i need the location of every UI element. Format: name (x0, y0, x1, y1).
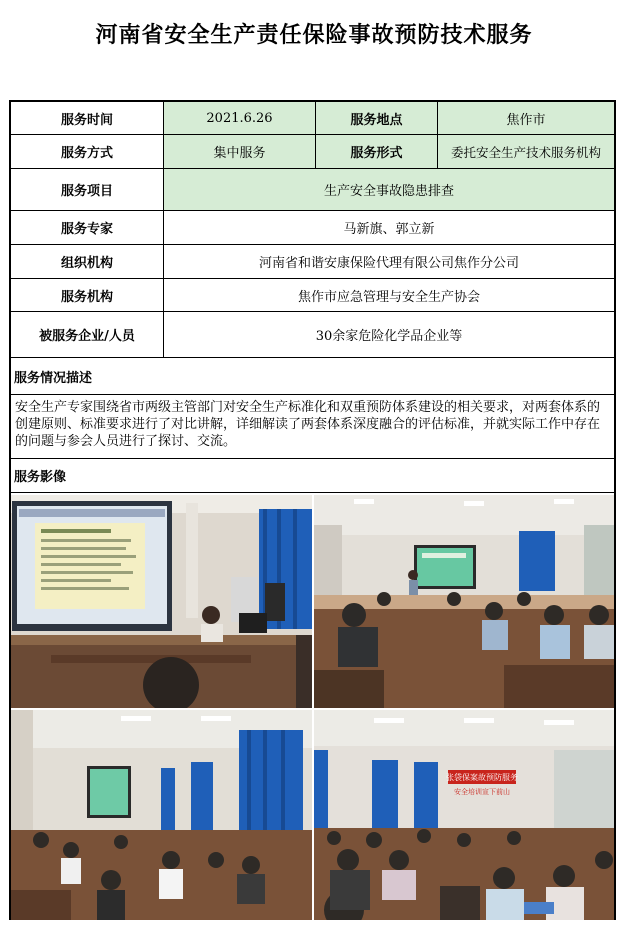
mode-label: 服务方式 (60, 146, 113, 161)
row-images-heading (11, 459, 614, 493)
row-client (11, 312, 614, 358)
photo-divider-vertical (312, 493, 314, 920)
photo-lecture-screen (11, 495, 312, 708)
org-label: 组织机构 (60, 256, 113, 271)
banner-line1: 张袋保案故预防服务 (446, 773, 518, 782)
row-agency (11, 279, 614, 312)
agency-value: 焦作市应急管理与安全生产协会 (163, 279, 614, 311)
form-label: 服务形式 (315, 135, 437, 168)
time-value: 2021.6.26 (163, 102, 315, 134)
form-value: 委托安全生产技术服务机构 (437, 135, 614, 168)
row-mode-form (11, 135, 614, 169)
description-heading: 服务情况描述 (14, 370, 93, 386)
row-description-heading (11, 358, 614, 395)
page-title: 河南省安全生产责任保险事故预防技术服务 (95, 23, 533, 48)
agency-label: 服务机构 (60, 289, 113, 305)
expert-value: 马新旗、郭立新 (163, 211, 614, 244)
project-value: 生产安全事故隐患排查 (163, 169, 614, 210)
images-heading: 服务影像 (14, 470, 67, 485)
client-value: 30余家危险化学品企业等 (163, 312, 614, 357)
photo-attendees-banner (314, 710, 614, 920)
description-text: 安全生产专家围绕省市两级主管部门对安全生产标准化和双重预防体系建设的相关要求，对两套体系的创建原则、标准要求进行了对比讲解，详细解读了两套体系深度融合的评估标准，并就实际工作中存在的问题与参会人员进行了探讨、交流。 (15, 400, 601, 449)
org-value: 河南省和谐安康保险代理有限公司焦作分公司 (163, 245, 614, 278)
row-description-text (11, 395, 614, 459)
photo-divider-horizontal (11, 708, 614, 710)
client-label: 被服务企业/人员 (39, 329, 135, 344)
place-value: 焦作市 (437, 102, 614, 134)
time-label: 服务时间 (60, 112, 113, 128)
banner-line2: 安全培训宣下前山 (454, 788, 510, 796)
photo-classroom-wide (11, 710, 312, 920)
row-expert (11, 211, 614, 245)
row-org (11, 245, 614, 279)
row-time-place (11, 102, 614, 135)
photo-audience-presenter (314, 495, 614, 708)
project-label: 服务项目 (60, 184, 113, 199)
service-record-table (9, 100, 616, 920)
expert-label: 服务专家 (60, 222, 113, 237)
row-project (11, 169, 614, 211)
mode-value: 集中服务 (163, 135, 315, 168)
place-label: 服务地点 (315, 102, 437, 134)
